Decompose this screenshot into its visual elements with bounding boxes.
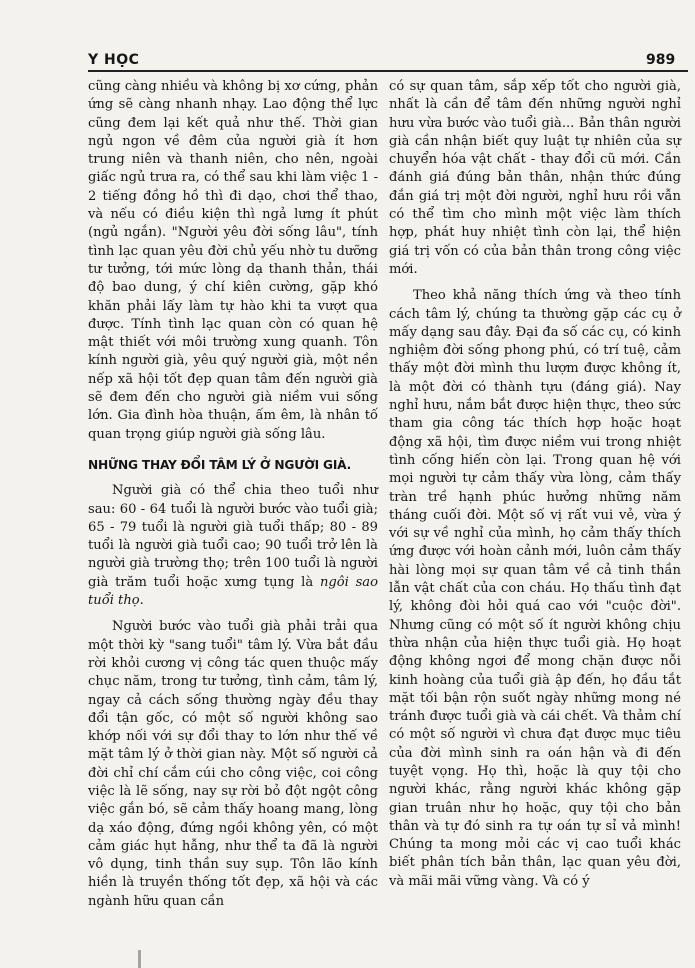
left-paragraph-2 <box>88 482 378 610</box>
right-paragraph-1: có sự quan tâm, sắp xếp tốt cho người già, nhất là cần để tâm đến những người nghỉ hưu vừa bước vào tuổi già... Bản thân người già cần nhận biết quy luật tự nhiên của sự chuyển hóa vật chất - thay đổi cũ mới. Cần đánh giá đúng bản thân, nhận thức đúng đắn giá trị một đời người, nghỉ hưu rồi vẫn có thể tìm cho mình một việc làm thích hợp, phát huy nhiệt tình còn lại, thể hiện giá trị vốn có của bản thân trong công việc mới. <box>389 79 681 277</box>
paragraph-end-period: . <box>139 593 144 609</box>
left-paragraph-3: Người bước vào tuổi già phải trải qua một thời kỳ "sang tuổi" tâm lý. Vừa bắt đầu rời khỏi cương vị công tác quen thuộc mấy chục năm, trong tư tưởng, tình cảm, tâm lý, ngay cả cách sống thường ngày đều thay đổi tận gốc, có một số người không sao khớp nối với sự đổi thay to lớn như thế về mặt tâm lý ở thời gian này. Một số người cả đời chỉ chí cắm cúi cho công việc, coi công việc là lẽ sống, nay sự rời bỏ đột ngột công việc gắn bó, sẽ cảm thấy hoang mang, lòng dạ xáo động, đứng ngồi không yên, có một cảm giác hụt hẫng, như thể ta đã là người vô dụng, tinh thần suy sụp. Tôn lão kính hiền là truyền thống tốt đẹp, xã hội và các ngành hữu quan cần <box>88 619 378 909</box>
longevity-star-term: ngôi sao tuổi thọ <box>88 574 378 609</box>
left-paragraph-1: cũng càng nhiều và không bị xơ cứng, phản ứng sẽ càng nhanh nhạy. Lao động thể lực cũng đem lại kết quả như thế. Thời gian ngủ ngon về đêm của người già ít hơn trung niên và thanh niên, cho nên, ngoài giấc ngủ trưa ra, có thể sau khi làm việc 1 - 2 tiếng đồng hồ thì đi dạo, chơi thể thao, và nếu có điều kiện thì ngả lưng ít phút (ngủ ngắn). "Người yêu đời sống lâu", tính tình lạc quan yêu đời chủ yếu nhờ tu dưỡng tư tưởng, tới mức lòng dạ thanh thản, thái độ bao dung, ý chí kiên cường, gặp khó khăn phải lấy làm tự hào khi ta vượt qua được. Tính tình lạc quan còn có quan hệ mật thiết với môi trường xung quanh. Tôn kính người già, yêu quý người già, một nền nếp xã hội tốt đẹp quan tâm đến người già sẽ đem đến cho người già niềm vui sống lớn. Gia đình hòa thuận, ấm êm, là nhân tố quan trọng giúp người già sống lâu. <box>88 79 378 442</box>
running-head: Y HỌC <box>88 52 140 68</box>
left-column <box>88 78 378 911</box>
age-groups-text: Người già có thể chia theo tuổi như sau: 60 - 64 tuổi là người bước vào tuổi già; 65 - 79 tuổi là người già tuổi thấp; 80 - 89 tuổi là người già tuổi cao; 90 tuổi trở lên là người già trường thọ; trên 100 tuổi là người già trăm tuổi hoặc xưng tụng là <box>88 483 378 590</box>
page-number: 989 <box>646 52 676 68</box>
section-heading: NHỮNG THAY ĐỔI TÂM LÝ Ở NGƯỜI GIÀ. <box>88 457 352 472</box>
header-rule <box>88 70 688 72</box>
right-paragraph-2: Theo khả năng thích ứng và theo tính cách tâm lý, chúng ta thường gặp các cụ ở mấy dạng sau đây. Đại đa số các cụ, có kinh nghiệm đời sống phong phú, có trí tuệ, cảm thấy một đời mình thu lượm được không ít, là một đời có thành tựu (đáng giá). Nay nghỉ hưu, nắm bắt được hiện thực, theo sức tham gia công tác thích hợp hoặc hoạt động xã hội, tìm được niềm vui trong nhiệt tình cống hiến còn lại. Trong quan hệ với mọi người tự cảm thấy vừa lòng, cảm thấy tràn trề hạnh phúc hưởng những năm tháng cuối đời. Một số vị rất vui vẻ, vừa ý với sự về nghỉ của mình, họ cảm thấy thích ứng được với hoàn cảnh mới, luôn cảm thấy hài lòng mọi sự quan tâm về cả tinh thần lẫn vật chất của con cháu. Họ thấu tình đạt lý, không đòi hỏi quá cao với "cuộc đời". Nhưng cũng có một số ít người không chịu thừa nhận của hiện thực tuổi già. Họ hoạt động không ngơi để mong chặn được nỗi kinh hoàng của tuổi già ập đến, họ đầu tắt mặt tối bận rộn suốt ngày những mong né tránh được tuổi già và cái chết. Và thảm chí có một số người vì chưa đạt được mục tiêu của đời mình sinh ra oán hận và đi đến tuyệt vọng. Họ thì, hoặc là quy tội cho người khác, rằng người khác không gặp gian truân như họ hoặc, quy tội cho bản thân và tự đó sinh ra tự oán tự sỉ vả mình! Chúng ta mong mỏi các vị cao tuổi khác biết phân tích bản thân, lạc quan yêu đời, và mãi mãi vững vàng. Và có ý <box>389 288 681 889</box>
scan-margin-mark <box>138 950 141 968</box>
right-column <box>389 78 681 891</box>
